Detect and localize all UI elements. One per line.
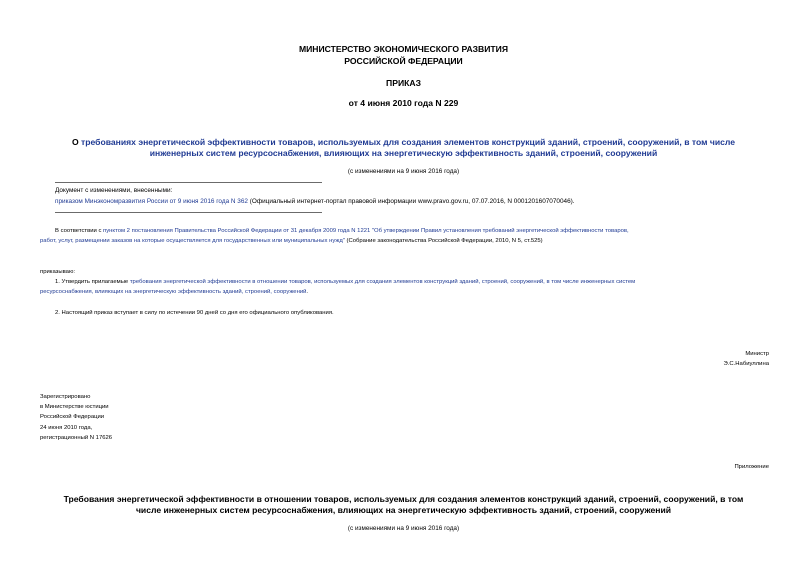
title-prefix: О — [71, 137, 82, 147]
requirements-link-line-2[interactable]: ресурсоснабжения, влияющих на энергетическую эффективность зданий, строений, сооружений — [40, 289, 307, 295]
requirements-link-line-1[interactable]: требования энергетической эффективности в отношении товаров, используемых для создания элементов конструкций зданий, строений, сооружений, в том числе инженерных систем — [129, 279, 636, 285]
changes-label: Документ с изменениями, внесенными: — [55, 187, 173, 194]
preamble-intro: В соответствии с — [55, 228, 104, 234]
appendix-title-line-1: Требования энергетической эффективности в отношении товаров, используемых для создания элементов конструкций зданий, строений, сооружений, в том — [63, 494, 744, 504]
order-item-2: 2. Настоящий приказ вступает в силу по истечении 90 дней со дня его официального опубликования. — [55, 310, 334, 316]
registration-block — [40, 392, 112, 443]
appendix-label: Приложение — [734, 464, 769, 470]
preamble-line-1 — [40, 227, 780, 235]
preamble-line-2 — [40, 237, 780, 245]
prikazyvayu-label: приказываю: — [40, 269, 76, 275]
document-type: ПРИКАЗ — [386, 78, 421, 88]
divider-bottom — [55, 212, 322, 213]
ministry-line-2: РОССИЙСКОЙ ФЕДЕРАЦИИ — [344, 56, 463, 66]
amendment-note: (с изменениями на 9 июня 2016 года) — [347, 168, 460, 175]
registration-line: Зарегистрировано — [40, 394, 91, 400]
order-item-1-line-2 — [40, 288, 308, 296]
signature-position: Министр — [745, 351, 769, 357]
government-decree-link-part-2[interactable]: работ, услуг, размещении заказов на которые осуществляется для государственных или муниципальных нужд" — [40, 238, 345, 244]
title-link-line-1[interactable]: требованиях энергетической эффективности товаров, используемых для создания элементов конструкций зданий, строений, сооружений, в том числе — [81, 137, 736, 147]
appendix-title-line-2: числе инженерных систем ресурсоснабжения, влияющих на энергетическую эффективность зданий, строений, сооружений — [135, 505, 672, 515]
order-item-1-end: . — [306, 289, 309, 295]
signature-name: Э.С.Набиуллина — [723, 361, 769, 367]
title-link-line-2[interactable]: инженерных систем ресурсоснабжения, влияющих на энергетическую эффективность зданий, строений, сооружений — [149, 148, 658, 158]
ministry-line-1: МИНИСТЕРСТВО ЭКОНОМИЧЕСКОГО РАЗВИТИЯ — [298, 44, 509, 54]
divider-top — [55, 182, 322, 183]
appendix-amendment-note: (с изменениями на 9 июня 2016 года) — [347, 525, 460, 532]
government-decree-link-part-1[interactable]: пунктом 2 постановления Правительства Российской Федерации от 31 декабря 2009 года N 1221 "Об утверждении Правил установления требований энергетической эффективности товаров, — [103, 228, 629, 234]
registration-line: Российской Федерации — [40, 414, 105, 421]
registration-line: 24 июня 2010 года, — [40, 424, 93, 431]
changes-source: (Официальный интернет-портал правовой информации www.pravo.gov.ru, 07.07.2016, N 0001201607070046). — [247, 198, 575, 205]
document-date: от 4 июня 2010 года N 229 — [348, 98, 459, 108]
registration-line: в Министерстве юстиции — [40, 404, 109, 411]
order-item-1-start: 1. Утвердить прилагаемые — [55, 279, 130, 285]
amending-order-link[interactable]: приказом Минэкономразвития России от 9 июня 2016 года N 362 — [55, 198, 248, 205]
document-title-line-1 — [0, 137, 807, 148]
preamble-source: (Собрание законодательства Российской Федерации, 2010, N 5, ст.525) — [344, 238, 543, 244]
changes-entry — [55, 197, 575, 206]
order-item-1-line-1 — [40, 278, 780, 286]
registration-line: регистрационный N 17626 — [40, 434, 113, 441]
